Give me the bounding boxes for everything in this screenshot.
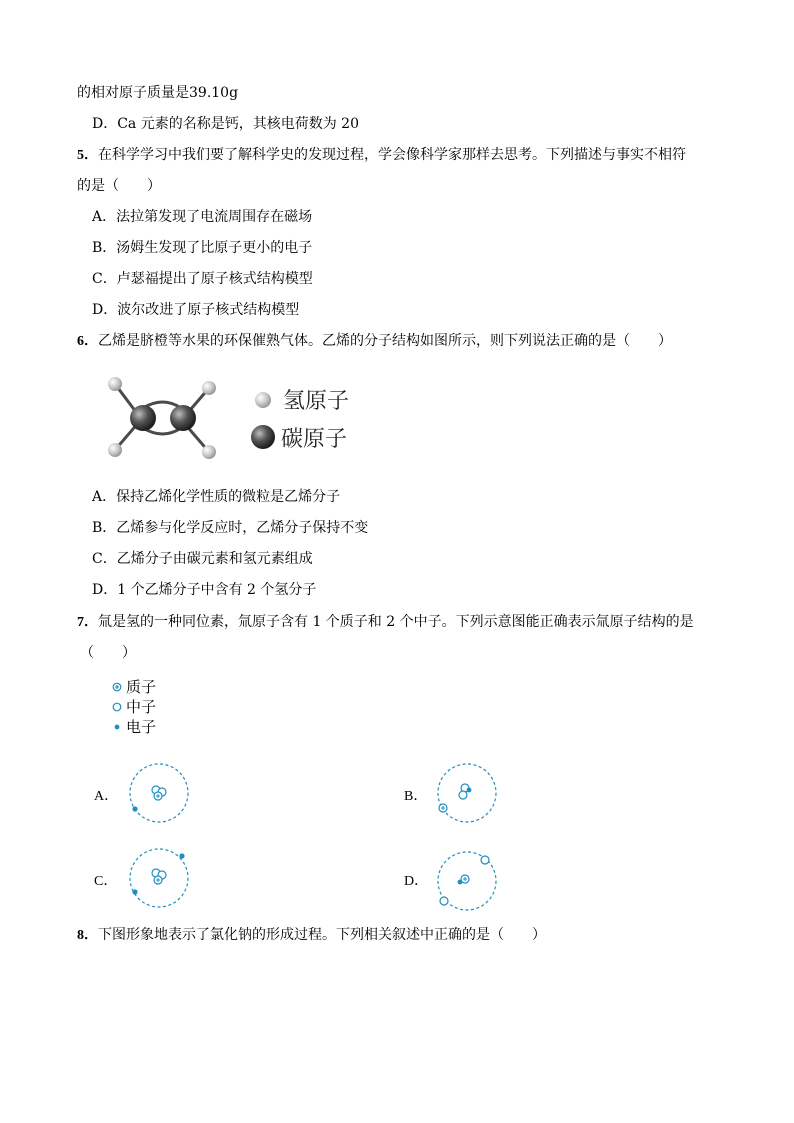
question-6-number: 6． xyxy=(77,334,98,349)
hydrogen-atom xyxy=(202,381,216,395)
question-6-text: 乙烯是脐橙等水果的环保催熟气体。乙烯的分子结构如图所示，则下列说法正确的是（ ） xyxy=(98,333,672,349)
legend-electron-label: 电子 xyxy=(126,718,157,736)
choice-d-label: D． xyxy=(404,874,429,889)
proton-icon xyxy=(112,682,122,692)
q5-option-d: D．波尔改进了原子核式结构模型 xyxy=(92,302,300,318)
q6-option-a: A．保持乙烯化学性质的微粒是乙烯分子 xyxy=(92,489,341,505)
proton xyxy=(439,804,447,812)
q5-option-c: C．卢瑟福提出了原子核式结构模型 xyxy=(92,271,313,287)
neutron-icon xyxy=(112,702,122,712)
hydrogen-atom xyxy=(108,443,122,457)
q6-option-d: D．1 个乙烯分子中含有 2 个氢分子 xyxy=(92,582,317,598)
carbon-atom xyxy=(170,405,196,431)
q5-option-a: A．法拉第发现了电流周围存在磁场 xyxy=(92,209,313,225)
hydrogen-atom xyxy=(108,377,122,391)
question-8-stem xyxy=(77,926,546,945)
question-8-text: 下图形象地表示了氯化钠的形成过程。下列相关叙述中正确的是（ ） xyxy=(98,927,546,943)
question-7-stem-cont: （ ） xyxy=(80,645,136,661)
question-7-number: 7． xyxy=(77,615,98,630)
neutron xyxy=(459,791,467,799)
legend-neutron-label: 中子 xyxy=(126,698,157,716)
question-8-number: 8． xyxy=(77,928,98,943)
question-5-stem-cont: 的是（ ） xyxy=(77,178,161,194)
choice-c-label: C． xyxy=(94,874,118,889)
q5-option-b: B．汤姆生发现了比原子更小的电子 xyxy=(92,240,313,256)
choice-b-label: B． xyxy=(404,789,428,804)
question-5-number: 5． xyxy=(77,148,98,163)
proton xyxy=(154,792,162,800)
atom-diagram-a xyxy=(126,760,192,826)
carbon-legend-icon xyxy=(251,425,275,449)
neutron xyxy=(481,856,489,864)
question-6-stem xyxy=(77,332,672,351)
legend-proton xyxy=(112,678,156,696)
electron xyxy=(467,788,472,793)
proton xyxy=(154,876,162,884)
q6-option-c: C．乙烯分子由碳元素和氢元素组成 xyxy=(92,551,313,567)
choice-a-label: A． xyxy=(94,789,119,804)
legend-proton-label: 质子 xyxy=(126,678,157,696)
question-5-stem xyxy=(77,146,686,165)
atom-diagram-b xyxy=(434,760,500,826)
carbon-atom xyxy=(130,405,156,431)
electron xyxy=(179,853,184,858)
electron-icon xyxy=(112,722,122,732)
neutron xyxy=(440,897,448,905)
q6-option-b: B．乙烯参与化学反应时，乙烯分子保持不变 xyxy=(92,520,369,536)
hydrogen-legend-icon xyxy=(255,392,271,408)
question-7-text: 氚是氢的一种同位素，氚原子含有 1 个质子和 2 个中子。下列示意图能正确表示氚原子结构的是 xyxy=(98,614,694,630)
hydrogen-legend-label: 氢原子 xyxy=(283,388,350,413)
electron xyxy=(132,889,137,894)
question-7-stem xyxy=(77,613,694,632)
atom-diagram-d xyxy=(434,848,500,914)
carbon-legend-label: 碳原子 xyxy=(281,426,348,451)
ethylene-molecule-figure xyxy=(95,372,365,464)
option-d-prev: D．Ca 元素的名称是钙，其核电荷数为 20 xyxy=(92,116,359,132)
continuation-line: 的相对原子质量是39.10g xyxy=(77,85,239,101)
question-5-text: 在科学学习中我们要了解科学史的发现过程，学会像科学家那样去思考。下列描述与事实不相符 xyxy=(98,147,686,163)
hydrogen-atom xyxy=(202,445,216,459)
legend-electron xyxy=(112,718,156,736)
legend-neutron xyxy=(112,698,156,716)
electron xyxy=(458,880,463,885)
electron xyxy=(132,806,137,811)
atom-diagram-c xyxy=(126,845,192,911)
